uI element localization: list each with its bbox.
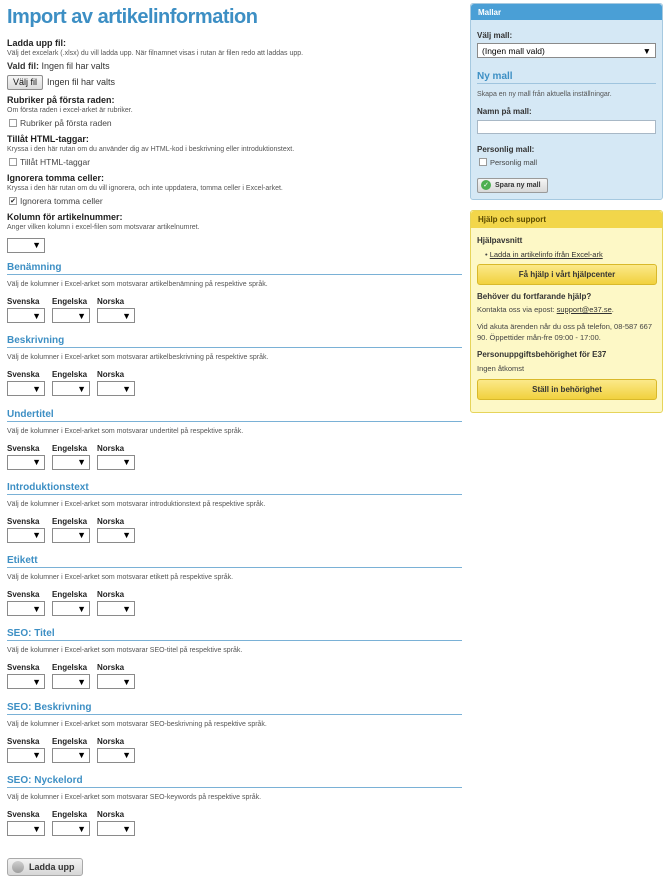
chevron-down-icon: ▼ <box>77 383 86 394</box>
chosen-file-value: Ingen fil har valts <box>41 61 110 71</box>
choose-template-select[interactable] <box>477 43 656 58</box>
column-select-svenska[interactable] <box>7 308 45 323</box>
chevron-down-icon: ▼ <box>32 240 41 250</box>
ignore-empty-checkbox-label: Ignorera tomma celler <box>20 196 103 206</box>
chosen-file-label: Vald fil: <box>7 61 40 71</box>
template-name-label: Namn på mall: <box>477 107 532 116</box>
column-select-norska[interactable] <box>97 308 135 323</box>
html-tags-option <box>7 155 462 169</box>
column-select-engelska[interactable] <box>52 528 90 543</box>
html-tags-label: Tillåt HTML-taggar: <box>7 134 89 144</box>
personal-template-checkbox-label: Personlig mall <box>490 157 538 167</box>
upload-button[interactable] <box>7 858 83 876</box>
column-select-svenska[interactable] <box>7 601 45 616</box>
language-label-engelska: Engelska <box>52 516 88 526</box>
language-labels <box>7 369 462 381</box>
language-selects <box>7 674 462 690</box>
help-topic-link[interactable]: Ladda in artikelinfo ifrån Excel-ark <box>489 250 603 259</box>
language-labels <box>7 809 462 821</box>
column-select-norska[interactable] <box>97 821 135 836</box>
choose-file-button[interactable]: Välj fil <box>7 75 43 90</box>
html-tags-description: Kryssa i den här rutan om du använder dig av HTML-kod i beskrivning eller introduktionstext. <box>7 146 295 153</box>
language-selects <box>7 455 462 471</box>
language-label-engelska: Engelska <box>52 736 88 746</box>
import-form <box>7 0 462 878</box>
headers-row-field <box>7 95 462 130</box>
language-label-engelska: Engelska <box>52 810 88 820</box>
language-selects <box>7 748 462 764</box>
save-template-button[interactable] <box>477 178 548 193</box>
help-topic-item: • Ladda in artikelinfo ifrån Excel-ark <box>485 250 603 259</box>
headers-row-label: Rubriker på första raden: <box>7 95 115 105</box>
chevron-down-icon: ▼ <box>122 530 131 541</box>
html-tags-field <box>7 134 462 169</box>
upload-description: Välj det excelark (.xlsx) du vill ladda upp. När filnamnet visas i rutan är filen redo att laddas upp. <box>7 50 304 57</box>
mapping-section <box>7 628 462 701</box>
chevron-down-icon: ▼ <box>122 750 131 761</box>
chevron-down-icon: ▼ <box>77 310 86 321</box>
file-picker <box>7 74 462 91</box>
set-permission-button[interactable]: Ställ in behörighet <box>477 379 657 400</box>
section-description: Välj de kolumner i Excel-arket som motsvarar SEO-titel på respektive språk. <box>7 647 243 655</box>
language-labels <box>7 516 462 528</box>
html-tags-checkbox-label: Tillåt HTML-taggar <box>20 157 91 167</box>
help-panel-header: Hjälp och support <box>471 211 662 228</box>
column-select-svenska[interactable] <box>7 455 45 470</box>
language-label-svenska: Svenska <box>7 370 40 380</box>
column-select-engelska[interactable] <box>52 455 90 470</box>
chevron-down-icon: ▼ <box>32 530 41 541</box>
chevron-down-icon: ▼ <box>32 823 41 834</box>
ignore-empty-checkbox[interactable]: ✔ <box>10 198 16 205</box>
section-description: Välj de kolumner i Excel-arket som motsvarar SEO-beskrivning på respektive språk. <box>7 720 267 728</box>
article-number-description: Anger vilken kolumn i excel-filen som motsvarar artikelnumret. <box>7 224 200 231</box>
column-select-norska[interactable] <box>97 674 135 689</box>
section-title: Benämning <box>7 262 462 275</box>
column-select-svenska[interactable] <box>7 674 45 689</box>
language-labels <box>7 443 462 455</box>
language-label-norska: Norska <box>97 516 125 526</box>
mapping-section <box>7 702 462 775</box>
column-select-engelska[interactable] <box>52 821 90 836</box>
section-title: Etikett <box>7 555 462 568</box>
section-title: SEO: Beskrivning <box>7 702 462 715</box>
chevron-down-icon: ▼ <box>122 383 131 394</box>
language-label-engelska: Engelska <box>52 297 88 306</box>
chevron-down-icon: ▼ <box>122 603 131 614</box>
chevron-down-icon: ▼ <box>77 530 86 541</box>
ignore-empty-label: Ignorera tomma celler: <box>7 173 105 183</box>
ignore-empty-field <box>7 173 462 208</box>
checkmark-icon: ✓ <box>481 180 491 190</box>
personal-template-checkbox[interactable] <box>479 158 487 166</box>
headers-row-checkbox[interactable] <box>9 119 17 127</box>
column-select-norska[interactable] <box>97 601 135 616</box>
save-template-button-label: Spara ny mall <box>495 181 541 189</box>
column-select-norska[interactable] <box>97 528 135 543</box>
chevron-down-icon: ▼ <box>32 383 41 394</box>
headers-row-option <box>7 116 462 130</box>
chevron-down-icon: ▼ <box>77 676 86 687</box>
language-labels <box>7 589 462 601</box>
section-description: Välj de kolumner i Excel-arket som motsvarar artikelbeskrivning på respektive språk. <box>7 354 269 362</box>
language-labels <box>7 296 462 308</box>
chevron-down-icon: ▼ <box>122 457 131 468</box>
section-title: SEO: Nyckelord <box>7 775 462 788</box>
help-panel <box>470 210 663 413</box>
chevron-down-icon: ▼ <box>32 676 41 687</box>
language-selects <box>7 601 462 617</box>
chosen-file-line <box>7 61 462 72</box>
mapping-section <box>7 775 462 848</box>
column-select-engelska[interactable] <box>52 748 90 763</box>
ignore-empty-option <box>7 194 462 208</box>
templates-panel <box>470 3 663 200</box>
language-labels <box>7 662 462 674</box>
choose-template-label: Välj mall: <box>477 31 513 40</box>
new-template-description: Skapa en ny mall från aktuella inställningar. <box>477 91 612 98</box>
upload-label: Ladda upp fil: <box>7 38 66 48</box>
personal-template-option <box>477 155 656 169</box>
contact-text <box>477 304 656 315</box>
column-select-engelska[interactable] <box>52 601 90 616</box>
template-name-input[interactable] <box>477 120 656 134</box>
html-tags-checkbox[interactable] <box>9 158 17 166</box>
support-email-link[interactable]: support@e37.se <box>556 305 612 314</box>
section-description: Välj de kolumner i Excel-arket som motsvarar introduktionstext på respektive språk. <box>7 500 266 508</box>
upload-field <box>7 38 462 91</box>
column-select-engelska[interactable] <box>52 381 90 396</box>
urgent-contact-text: Vid akuta ärenden når du oss på telefon, 08-587 667 90. Öppettider mån-fre 09:00 - 17:00. <box>477 322 652 342</box>
choose-template-value: (Ingen mall vald) <box>482 45 545 56</box>
language-label-svenska: Svenska <box>7 516 40 526</box>
mapping-section <box>7 555 462 628</box>
column-select-norska[interactable] <box>97 748 135 763</box>
language-label-engelska: Engelska <box>52 590 88 600</box>
section-description: Välj de kolumner i Excel-arket som motsvarar undertitel på respektive språk. <box>7 427 244 435</box>
language-selects <box>7 528 462 544</box>
page-title: Import av artikelinformation <box>7 6 258 28</box>
section-title: Undertitel <box>7 409 462 422</box>
chevron-down-icon: ▼ <box>122 676 131 687</box>
language-label-svenska: Svenska <box>7 736 40 746</box>
headers-row-checkbox-label: Rubriker på första raden <box>20 118 112 128</box>
chevron-down-icon: ▼ <box>32 750 41 761</box>
chevron-down-icon: ▼ <box>642 45 651 56</box>
privacy-label: Personuppgiftsbehörighet för E37 <box>477 350 607 359</box>
more-help-label: Behöver du fortfarande hjälp? <box>477 292 592 301</box>
language-selects <box>7 821 462 837</box>
section-description: Välj de kolumner i Excel-arket som motsvarar etikett på respektive språk. <box>7 574 234 582</box>
mapping-section <box>7 335 462 408</box>
language-label-svenska: Svenska <box>7 810 40 820</box>
headers-row-description: Om första raden i excel-arket är rubriker. <box>7 107 133 114</box>
column-select-svenska[interactable] <box>7 528 45 543</box>
no-file-text: Ingen fil har valts <box>47 77 116 87</box>
language-selects <box>7 308 462 324</box>
language-label-norska: Norska <box>97 443 125 453</box>
language-selects <box>7 381 462 397</box>
section-title: SEO: Titel <box>7 628 462 641</box>
upload-icon <box>12 861 24 873</box>
language-label-engelska: Engelska <box>52 443 88 453</box>
language-label-engelska: Engelska <box>52 370 88 380</box>
mapping-section <box>7 262 462 335</box>
column-select-svenska[interactable] <box>7 748 45 763</box>
column-mapping-sections <box>7 262 462 848</box>
section-description: Välj de kolumner i Excel-arket som motsvarar SEO-keywords på respektive språk. <box>7 794 262 802</box>
article-number-field <box>7 212 462 253</box>
new-template-title: Ny mall <box>477 71 656 84</box>
column-select-engelska[interactable] <box>52 308 90 323</box>
language-label-svenska: Svenska <box>7 443 40 453</box>
language-labels <box>7 736 462 748</box>
contact-text-end: . <box>611 305 614 314</box>
column-select-engelska[interactable] <box>52 674 90 689</box>
ignore-empty-description: Kryssa i den här rutan om du vill ignorera, och inte uppdatera, tomma celler i Excel-arket. <box>7 185 283 192</box>
chevron-down-icon: ▼ <box>122 310 131 321</box>
language-label-svenska: Svenska <box>7 297 40 306</box>
section-title: Introduktionstext <box>7 482 462 495</box>
language-label-norska: Norska <box>97 370 125 380</box>
language-label-norska: Norska <box>97 297 125 306</box>
upload-button-label: Ladda upp <box>29 862 75 873</box>
personal-template-label: Personlig mall: <box>477 145 535 154</box>
contact-text-prefix: Kontakta oss via epost: <box>477 305 557 314</box>
chevron-down-icon: ▼ <box>32 457 41 468</box>
mapping-section <box>7 482 462 555</box>
language-label-svenska: Svenska <box>7 590 40 600</box>
column-select-svenska[interactable] <box>7 381 45 396</box>
column-select-norska[interactable] <box>97 381 135 396</box>
language-label-norska: Norska <box>97 810 125 820</box>
article-number-select[interactable] <box>7 238 45 253</box>
chevron-down-icon: ▼ <box>77 823 86 834</box>
section-title: Beskrivning <box>7 335 462 348</box>
templates-panel-header: Mallar <box>471 4 662 20</box>
language-label-norska: Norska <box>97 663 125 673</box>
chevron-down-icon: ▼ <box>32 310 41 321</box>
chevron-down-icon: ▼ <box>77 603 86 614</box>
privacy-value: Ingen åtkomst <box>477 364 525 373</box>
language-label-engelska: Engelska <box>52 663 88 673</box>
column-select-norska[interactable] <box>97 455 135 470</box>
column-select-svenska[interactable] <box>7 821 45 836</box>
chevron-down-icon: ▼ <box>77 457 86 468</box>
chevron-down-icon: ▼ <box>77 750 86 761</box>
chevron-down-icon: ▼ <box>32 603 41 614</box>
help-topics-label: Hjälpavsnitt <box>477 236 523 245</box>
language-label-norska: Norska <box>97 590 125 600</box>
language-label-svenska: Svenska <box>7 663 40 673</box>
article-number-label: Kolumn för artikelnummer: <box>7 212 123 222</box>
chevron-down-icon: ▼ <box>122 823 131 834</box>
mapping-section <box>7 409 462 482</box>
section-description: Välj de kolumner i Excel-arket som motsvarar artikelbenämning på respektive språk. <box>7 281 268 288</box>
language-label-norska: Norska <box>97 736 125 746</box>
helpcenter-button[interactable]: Få hjälp i vårt hjälpcenter <box>477 264 657 285</box>
